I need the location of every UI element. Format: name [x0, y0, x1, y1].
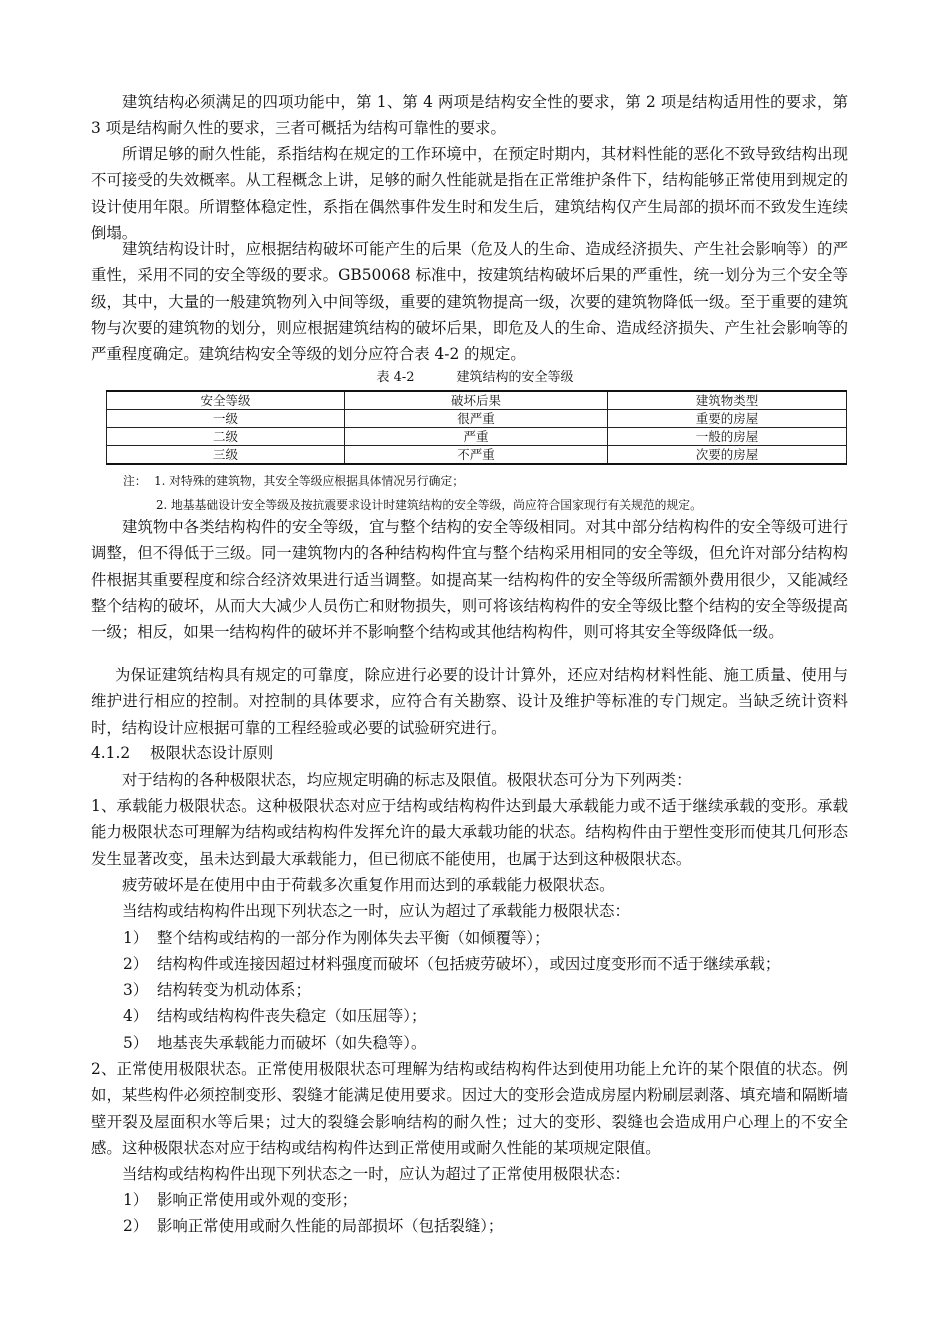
table-row: [107, 446, 847, 465]
table-cell: 重要的房屋: [608, 410, 847, 428]
section-heading: [91, 740, 273, 766]
safety-grade-table: [106, 390, 847, 465]
table-note-2: [156, 496, 702, 514]
list-text: 整个结构或结构的一部分作为刚体失去平衡（如倾覆等）；: [157, 929, 550, 947]
table-header-cell: 安全等级: [107, 391, 345, 410]
list-number: 5）: [123, 1034, 149, 1052]
table-cell: 严重: [345, 428, 608, 446]
paragraph-component-grades: 建筑物中各类结构构件的安全等级，宜与整个结构的安全等级相同。对其中部分结构构件的安全等级可进行调整，但不得低于三级。同一建筑物内的各种结构构件宜与整个结构采用相同的安全等级，但允许对部分结构构件根据其重要程度和综合经济效果进行适当调整。如提高某一结构构件的安全等级所需额外费用很少，又能减经整个结构的破坏，从而大大减少人员伤亡和财物损失，则可将该结构构件的安全等级比整个结构的安全等级提高一级；相反，如果一结构构件的破坏并不影响整个结构或其他结构构件，则可将其安全等级降低一级。: [91, 518, 848, 642]
table-title: 建筑结构的安全等级: [456, 370, 574, 385]
section-number: 4.1.2: [91, 744, 131, 762]
paragraph-durability: 所谓足够的耐久性能，系指结构在规定的工作环境中，在预定时期内，其材料性能的恶化不致导致结构出现不可接受的失效概率。从工程概念上讲，足够的耐久性能就是指在正常维护条件下，结构能够正常使用到规定的设计使用年限。所谓整体稳定性，系指在偶然事件发生时和发生后，建筑结构仅产生局部的损坏而不致发生连续倒塌。: [91, 145, 848, 242]
list-number: 1）: [123, 1191, 149, 1209]
table-row: [107, 428, 847, 446]
list-number: 2）: [123, 1217, 149, 1235]
section-title: 极限状态设计原则: [150, 744, 274, 762]
table-cell: 三级: [107, 446, 345, 465]
list-number: 1）: [123, 929, 149, 947]
table-caption: [0, 369, 950, 387]
list-text: 地基丧失承载能力而破坏（如失稳等）。: [157, 1034, 427, 1052]
list-item: [123, 1030, 426, 1056]
paragraph-structural-functions: 建筑结构必须满足的四项功能中，第 1、第 4 两项是结构安全性的要求，第 2 项是结构适用性的要求，第 3 项是结构耐久性的要求，三者可概括为结构可靠性的要求。: [91, 93, 848, 138]
table-cell: 次要的房屋: [608, 446, 847, 465]
paragraph-reliability-control: 为保证建筑结构具有规定的可靠度，除应进行必要的设计计算外，还应对结构材料性能、施工质量、使用与维护进行相应的控制。对控制的具体要求，应符合有关勘察、设计及维护等标准的专门规定。当缺乏统计资料时，结构设计应根据可靠的工程经验或必要的试验研究进行。: [91, 666, 848, 737]
table-number: 表 4-2: [376, 370, 415, 385]
paragraph-serviceability-limit-state: 2、正常使用极限状态。正常使用极限状态可理解为结构或结构构件达到使用功能上允许的某个限值的状态。例如，某些构件必须控制变形、裂缝才能满足使用要求。因过大的变形会造成房屋内粉刷层剥落、填充墙和隔断墙壁开裂及屋面积水等后果；过大的裂缝会影响结构的耐久性；过大的变形、裂缝也会造成用户心理上的不安全感。: [91, 1060, 848, 1157]
table-cell: 一级: [107, 410, 345, 428]
list-text: 结构或结构构件丧失稳定（如压屈等）；: [157, 1007, 427, 1025]
list-item: [123, 1213, 503, 1239]
list-text: 结构转变为机动体系；: [157, 981, 311, 999]
paragraph-safety-grades: 建筑结构设计时，应根据结构破坏可能产生的后果（危及人的生命、造成经济损失、产生社会影响等）的严重性，采用不同的安全等级的要求。GB50068 标准中，按建筑结构破坏后果的严重性，统一划分为三个安全等级，其中，大量的一般建筑物列入中间等级，重要的建筑物提高一级，次要的建筑物降低一级。至于重要的建筑物与次要的建筑物的划分，则应根据建筑结构的破坏后果，即危及人的生命、造成经济损失、产生社会影响等的严重程度确定。建筑结构安全等级的划分应符合表 4-2 的规定。: [91, 240, 848, 364]
table-note-text: 2. 地基基础设计安全等级及按抗震要求设计时建筑结构的安全等级，尚应符合国家现行有关规范的规定。: [156, 498, 702, 512]
list-number: 4）: [123, 1007, 149, 1025]
list-item: [123, 977, 311, 1003]
paragraph-ultimate-conditions: 当结构或结构构件出现下列状态之一时，应认为超过了承载能力极限状态：: [122, 902, 630, 920]
table-note-prefix: 注：: [123, 474, 147, 488]
list-number: 3）: [123, 981, 149, 999]
table-note-1: [123, 472, 464, 490]
paragraph-fatigue: 疲劳破坏是在使用中由于荷载多次重复作用而达到的承载能力极限状态。: [122, 876, 615, 894]
paragraph-limit-states-intro: 对于结构的各种极限状态，均应规定明确的标志及限值。极限状态可分为下列两类：: [122, 771, 692, 789]
list-item: [123, 1187, 357, 1213]
table-row: [107, 410, 847, 428]
table-note-text: 1. 对特殊的建筑物，其安全等级应根据具体情况另行确定；: [154, 474, 465, 488]
paragraph-serviceability-limit-value: 这种极限状态对应于结构或结构构件达到正常使用或耐久性能的某项规定限值。: [122, 1139, 661, 1157]
table-cell: 一般的房屋: [608, 428, 847, 446]
paragraph-ultimate-limit-state: 1、承载能力极限状态。这种极限状态对应于结构或结构构件达到最大承载能力或不适于继续承载的变形。承载能力极限状态可理解为结构或结构构件发挥允许的最大承载功能的状态。结构构件由于塑性变形而使其几何形态发生显著改变，虽未达到最大承载能力，但已彻底不能使用，也属于达到这种极限状态。: [91, 797, 848, 868]
list-item: [123, 1003, 426, 1029]
table-header-row: [107, 391, 847, 410]
table-cell: 很严重: [345, 410, 608, 428]
table-cell: 二级: [107, 428, 345, 446]
list-item: [123, 925, 549, 951]
table-cell: 不严重: [345, 446, 608, 465]
paragraph-serviceability-conditions: 当结构或结构构件出现下列状态之一时，应认为超过了正常使用极限状态：: [122, 1165, 630, 1183]
table-header-cell: 破坏后果: [345, 391, 608, 410]
list-number: 2）: [123, 955, 149, 973]
table-header-cell: 建筑物类型: [608, 391, 847, 410]
list-text: 影响正常使用或外观的变形；: [157, 1191, 358, 1209]
list-text: 影响正常使用或耐久性能的局部损坏（包括裂缝）；: [157, 1217, 504, 1235]
list-text: 结构构件或连接因超过材料强度而破坏（包括疲劳破坏），或因过度变形而不适于继续承载；: [157, 955, 781, 973]
list-item: [123, 951, 780, 977]
